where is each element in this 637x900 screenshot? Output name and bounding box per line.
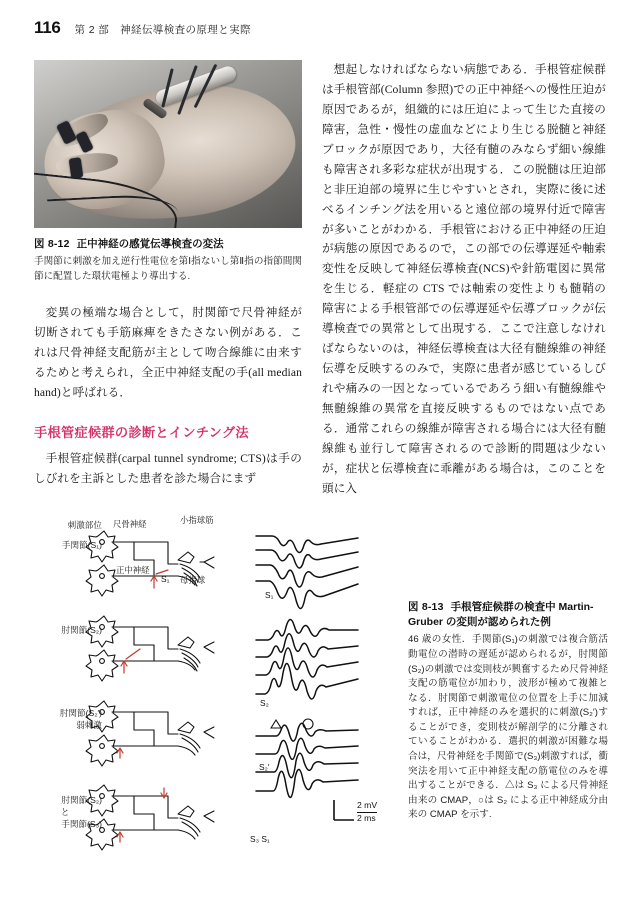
trace-marker-s3-s1: S₃ S₁ [250, 834, 270, 844]
triangle-marker-shape [271, 720, 281, 728]
row-label-s2prime: 肘関節(S₂′) [59, 708, 102, 718]
row-label-s2prime-weak: 弱刺激 [76, 720, 102, 730]
figure-8-13-title [408, 600, 608, 630]
figure-8-13-title-text: 手根管症候群の検査中 Martin-Gruber の変則が認められた例 [408, 601, 594, 629]
row-label-collision-and: と [60, 807, 70, 817]
figure-8-13-caption: 46 歳の女性．手関節(S₁)の刺激では複合筋活動電位の潜時の遅延が認められるが，肘関節(S₂)の刺激では変則枝が興奮するため尺骨神経支配の筋電位が加わり，波形が極めて複雑となる．肘関節で刺激電位の位置を上手に加減すれば，正中神経のみを選択的に刺激(S₂′)することができ，変則枝が解剖学的に分離されていることがわかる．選択的刺激が困難な場合は，尺骨神経を手関節で(S₃)刺激すれば，衝突法を用いて正中神経支配の筋電位のみを導出することができる．△は S₃ による尺骨神経由来の CMAP，○は S₂ による正中神経成分由来の CMAP を示す. [408, 634, 608, 821]
right-paragraph-1: 想起しなければならない病態である．手根管症候群は手根管部(Column 参照)での正中神経への慢性圧迫が原因であるが，組織的には圧迫によって生じた直接の障害，急性・慢性の虚血などにより生じる脱髄と神経ブロックが原因であり，大径有髄のみならず細い線維も障害され多彩な症状が出現する．この脱髄は圧迫部と非圧迫部の境界に生じやすいとされ，実際に後に述べるインチング法を用いると遠位部の境界付近で障害が多いことがわかる．手根管における正中神経の圧迫が病態の原因であるので，この部での伝導遅延や軸索変性を反映して神経伝導検査(NCS)や針筋電図に異常を生じる．軽症の CTS では軸索の変性よりも髄鞘の障害による手根管部での伝導遅延や伝導ブロックが伝導検査での異常として出現する．ここで注意しなければならないのは，神経伝導検査は大径有髄線維の神経伝導を反映するのみで，実際に患者が感じているしびれや痛みの一因となっているであろう細い有髄線維や無髄線維の異常を直接反映するものではない点である．通常これらの線維が障害される場合には大径有髄線維も並行して障害されるので診断的問題は少ないが，症状と伝導検査に乖離がある場合は，このことを頭に入 [322, 63, 606, 495]
row-label-s1: 手関節(S₁) [61, 540, 102, 550]
label-thenar-muscle: 母指球 [180, 575, 206, 585]
left-paragraph-1: 変異の極端な場合として，肘関節で尺骨神経が切断されても手筋麻痺をきたさない例がある．これは尺骨神経支配筋が主として吻合線維に由来するためと考えられ，全正中神経支配の手(all median hand)と呼ばれる． [34, 306, 302, 400]
label-hypothenar-muscle: 小指球筋 [180, 515, 214, 525]
trace-marker-s1: S₁ [265, 590, 274, 600]
circle-marker-shape [303, 719, 313, 729]
figure-8-12-caption: 手関節に刺激を加え逆行性電位を第Ⅰ指ないし第Ⅱ指の指節間関節に配置した環状電極より導出する. [34, 256, 302, 282]
scale-amplitude-label: 2 mV [357, 800, 377, 813]
stim-marker-s1-diagram: S₁ [161, 574, 170, 584]
row-label-s2-collision: 肘関節(S₂) [61, 795, 102, 805]
label-ulnar-nerve: 尺骨神経 [113, 519, 147, 529]
left-column [34, 60, 302, 489]
row-label-s3-collision: 手関節(S₃) [61, 819, 102, 829]
row-label-s2: 肘関節(S₂) [61, 625, 102, 635]
figure-8-12-title-text: 正中神経の感覚伝導検査の変法 [76, 238, 224, 250]
right-column [322, 60, 606, 499]
running-title: 第 2 部 神経伝導検査の原理と実際 [74, 24, 251, 36]
scale-bar [357, 800, 377, 823]
figure-8-12-photo [34, 60, 302, 228]
section-heading: 手根管症候群の診断とインチング法 [34, 425, 249, 441]
trace-marker-s2: S₂ [260, 698, 269, 708]
label-median-nerve: 正中神経 [116, 565, 150, 575]
figure-8-13-caption-block [408, 600, 608, 823]
figure-8-12-title [34, 237, 302, 252]
running-head [34, 18, 251, 38]
scale-time-label: 2 ms [357, 812, 376, 823]
left-paragraph-2: 手根管症候群(carpal tunnel syndrome; CTS)は手のしびれを主訴とした患者を診た場合にまず [34, 452, 302, 485]
figure-8-13-diagram [28, 512, 413, 872]
diagram-column-header: 刺激部位 [67, 520, 102, 530]
trace-marker-s2prime: S₂′ [259, 762, 270, 772]
figure-8-13-label: 図 8-13 [408, 601, 444, 613]
page-number: 116 [34, 18, 61, 37]
figure-8-12-label: 図 8-12 [34, 238, 70, 250]
